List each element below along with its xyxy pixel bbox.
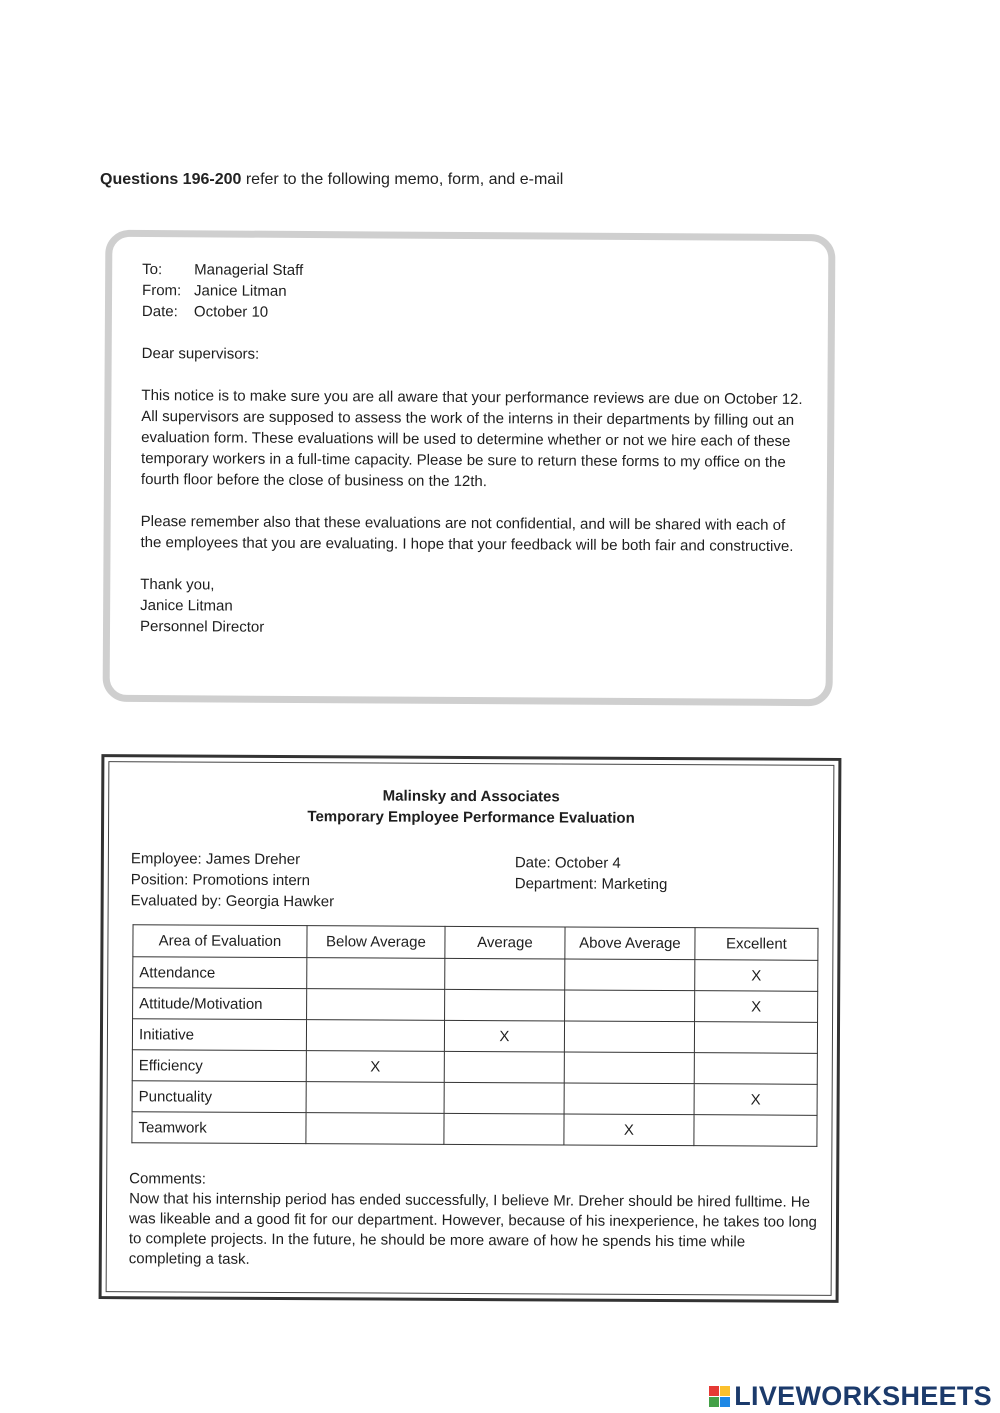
- memo-date-row: [142, 301, 810, 326]
- memo-paragraph-1: This notice is to make sure you are all aware that your performance reviews are due on October 12. All supervisors are supposed to assess the work of the interns in their departments by filling out an evaluation form. These evaluations will be used to determine whether or not we hire each of these temporary workers in a full-time capacity. Please be sure to return these forms to my office on the fourth floor before the close of business on the 12th.: [140, 386, 803, 491]
- area-cell: Attendance: [133, 957, 307, 989]
- mark-cell: [694, 1053, 817, 1085]
- questions-heading: [100, 171, 563, 189]
- memo-to-label: To:: [142, 261, 163, 279]
- memo-date-label: Date:: [141, 302, 178, 321]
- memo-from-value: Janice Litman: [194, 282, 287, 300]
- evaluated-row: [131, 890, 335, 912]
- memo-paragraph-2: Please remember also that these evaluations are not confidential, and will be shared with each of the employees that you are evaluating. I hope that your feedback will be both fair and constructive.: [140, 512, 794, 555]
- mark-cell: [444, 1113, 564, 1145]
- form-date-label: Date:: [514, 854, 551, 872]
- mark-cell: [307, 958, 445, 990]
- form-title: Temporary Employee Performance Evaluation: [307, 808, 635, 827]
- department-row: [515, 873, 668, 895]
- position-row: [131, 869, 335, 891]
- liveworksheets-brand-text: LIVEWORKSHEETS: [734, 1380, 992, 1411]
- evaluation-table: [131, 924, 818, 1147]
- memo-to-value: Managerial Staff: [194, 261, 304, 279]
- logo-square-yellow: [720, 1386, 730, 1396]
- mark-cell: [564, 1052, 694, 1084]
- mark-cell: X: [694, 1084, 817, 1116]
- mark-cell: [564, 1021, 694, 1053]
- questions-range: Questions 196-200: [100, 171, 242, 188]
- col-excellent: Excellent: [695, 928, 818, 961]
- mark-cell: [694, 1115, 817, 1147]
- form-date-value: October 4: [554, 854, 621, 872]
- mark-cell: [307, 989, 445, 1021]
- area-cell: Teamwork: [132, 1112, 306, 1144]
- table-row-attendance: [133, 957, 818, 992]
- department-value: Marketing: [601, 875, 668, 894]
- mark-cell: X: [444, 1020, 564, 1052]
- mark-cell: [444, 1051, 564, 1083]
- mark-cell: [306, 1113, 444, 1145]
- table-row-teamwork: [132, 1112, 817, 1147]
- employee-value: James Dreher: [205, 850, 301, 869]
- mark-cell: [306, 1020, 444, 1052]
- area-cell: Efficiency: [132, 1050, 306, 1082]
- mark-cell: [694, 1022, 817, 1054]
- comments-label: Comments:: [129, 1170, 206, 1188]
- company-name: Malinsky and Associates: [382, 787, 560, 806]
- mark-cell: X: [695, 960, 818, 992]
- employee-label: Employee:: [130, 850, 202, 868]
- logo-square-blue: [720, 1397, 730, 1407]
- position-label: Position:: [130, 871, 189, 889]
- memo-date-value: October 10: [193, 303, 269, 321]
- col-area: Area of Evaluation: [133, 925, 307, 958]
- memo-from-label: From:: [142, 281, 182, 300]
- department-label: Department:: [514, 875, 598, 893]
- form-title-block: [109, 784, 833, 830]
- memo-salutation: Dear supervisors:: [141, 344, 260, 363]
- memo-signature-title: Personnel Director: [139, 617, 265, 636]
- comments-section: [129, 1169, 820, 1273]
- table-row-attitude: [133, 988, 818, 1023]
- date-dept-info: [515, 852, 668, 895]
- memo-box: [103, 230, 836, 706]
- table-row-initiative: [132, 1019, 817, 1054]
- position-value: Promotions intern: [192, 871, 311, 890]
- mark-cell: [445, 958, 565, 990]
- area-cell: Attitude/Motivation: [133, 988, 307, 1020]
- mark-cell: [445, 989, 565, 1021]
- memo-content: [140, 259, 810, 641]
- logo-square-red: [709, 1386, 719, 1396]
- memo-closing: Thank you,: [140, 575, 215, 594]
- mark-cell: [444, 1082, 564, 1114]
- mark-cell: [565, 959, 695, 991]
- evaluated-value: Georgia Hawker: [225, 892, 335, 911]
- mark-cell: X: [695, 991, 818, 1023]
- evaluation-form: [99, 754, 842, 1303]
- mark-cell: [564, 1083, 694, 1115]
- mark-cell: X: [564, 1114, 694, 1146]
- col-average: Average: [445, 926, 565, 959]
- col-above-average: Above Average: [565, 927, 695, 960]
- employee-row: [131, 848, 335, 870]
- evaluation-form-inner: [106, 761, 835, 1296]
- area-cell: Punctuality: [132, 1081, 306, 1113]
- mark-cell: [565, 990, 695, 1022]
- table-row-punctuality: [132, 1081, 817, 1116]
- mark-cell: X: [306, 1051, 444, 1083]
- form-date-row: [515, 852, 668, 874]
- table-header-row: [133, 925, 818, 961]
- questions-instruction: refer to the following memo, form, and e-mail: [241, 171, 564, 188]
- evaluated-label: Evaluated by:: [130, 892, 222, 910]
- area-cell: Initiative: [132, 1019, 306, 1051]
- table-row-efficiency: [132, 1050, 817, 1085]
- employee-info: [131, 848, 335, 912]
- memo-signature-name: Janice Litman: [140, 596, 233, 615]
- liveworksheets-logo-icon: [709, 1386, 730, 1407]
- col-below-average: Below Average: [307, 926, 445, 959]
- logo-square-green: [709, 1397, 719, 1407]
- comments-text: Now that his internship period has ended successfully, I believe Mr. Dreher should be hired fulltime. He was likeable and a good fit for our department. However, because of his inexperience, he takes too long to complete projects. In the future, he should be more aware of how he spends his time while completing a task.: [128, 1190, 817, 1268]
- liveworksheets-logo: [709, 1381, 992, 1411]
- mark-cell: [306, 1082, 444, 1114]
